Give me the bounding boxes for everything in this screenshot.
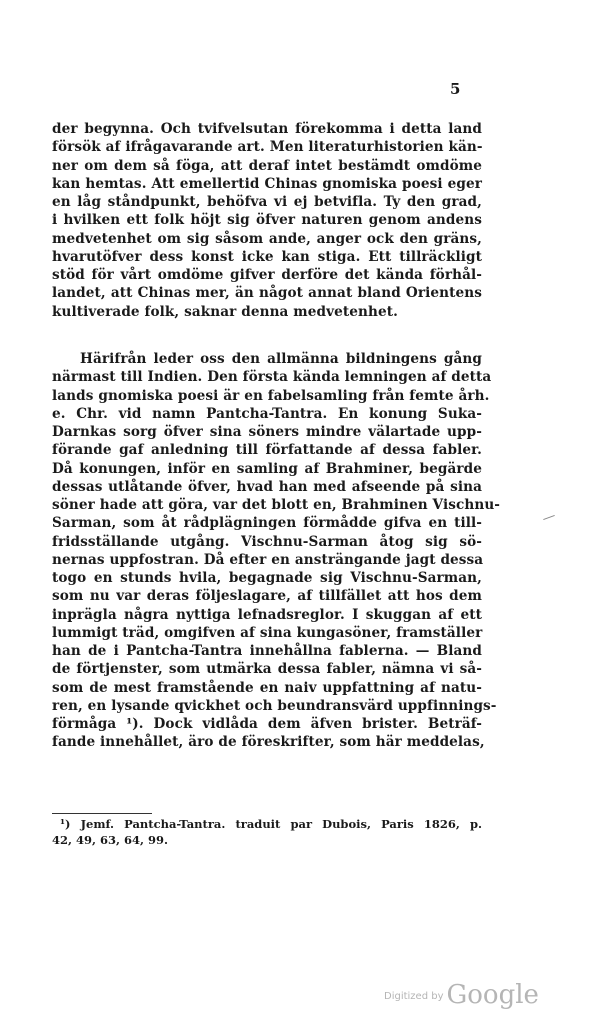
paragraph1-line: der begynna. Och tvifvelsutan förekomma i detta land <box>52 121 482 137</box>
footnote-line: 42, 49, 63, 64, 99. <box>52 833 169 847</box>
footnote-rule <box>52 813 152 814</box>
margin-mark <box>543 515 555 520</box>
paragraph2-line: Härifrån leder oss den allmänna bildningens gång <box>80 351 482 367</box>
paragraph2-line: ren, en lysande qvickhet och beundransvärd uppfinnings- <box>52 697 497 714</box>
paragraph2-line: Darnkas sorg öfver sina söners mindre välartade upp- <box>52 424 482 440</box>
paragraph1-line: kultiverade folk, saknar denna medvetenhet. <box>52 303 398 320</box>
paragraph1-line: kan hemtas. Att emellertid Chinas gnomiska poesi eger <box>52 175 482 192</box>
paragraph-1 <box>52 120 482 321</box>
footnote <box>52 816 482 848</box>
paragraph1-line: stöd för vårt omdöme gifver derföre det kända förhål- <box>52 267 482 283</box>
paragraph2-line: Då konungen, inför en samling af Brahminer, begärde <box>52 460 482 477</box>
paragraph2-line: som nu var deras följeslagare, af tillfället att hos dem <box>52 588 482 605</box>
paragraph2-line: söner hade att göra, var det blott en, Brahminen Vischnu- <box>52 497 501 513</box>
paragraph2-line: dessas utlåtande öfver, hvad han med afseende på sina <box>52 478 482 495</box>
paragraph1-line: försök af ifrågavarande art. Men literaturhistorien kän- <box>52 139 483 156</box>
paragraph2-line: Sarman, som åt rådplägningen förmådde gifva en till- <box>52 515 482 532</box>
paragraph2-line: han de i Pantcha-Tantra innehållna fablerna. — Bland <box>52 643 482 659</box>
paragraph2-line: togo en stunds hvila, begagnade sig Vischnu-Sarman, <box>52 570 482 586</box>
paragraph1-line: medvetenhet om sig såsom ande, anger ock den gräns, <box>52 230 482 247</box>
paragraph2-line: fridsställande utgång. Vischnu-Sarman åtog sig sö- <box>52 533 482 550</box>
page-number: 5 <box>450 80 461 98</box>
watermark-brand: Google <box>446 980 539 1010</box>
paragraph1-line: landet, att Chinas mer, än något annat bland Orientens <box>52 285 482 302</box>
paragraph2-line: nernas uppfostran. Då efter en ansträngande jagt dessa <box>52 551 484 568</box>
paragraph2-line: som de mest framstående en naiv uppfattning af natu- <box>52 679 482 696</box>
paragraph2-line: e. Chr. vid namn Pantcha-Tantra. En konung Suka- <box>52 405 482 422</box>
paragraph2-line: förande gaf anledning till författande af dessa fabler. <box>52 442 482 459</box>
paragraph1-line: hvarutöfver dess konst icke kan stiga. Ett tillräckligt <box>52 248 482 265</box>
google-watermark <box>384 980 539 1010</box>
paragraph-2 <box>52 350 501 752</box>
paragraph2-line: de förtjenster, som utmärka dessa fabler, nämna vi så- <box>52 661 482 678</box>
paragraph2-line: fande innehållet, äro de föreskrifter, som här meddelas, <box>52 734 485 751</box>
paragraph2-line: inprägla några nyttiga lefnadsreglor. I skuggan af ett <box>52 606 482 623</box>
paragraph1-line: en låg ståndpunkt, behöfva vi ej betvifla. Ty den grad, <box>52 194 482 210</box>
paragraph1-line: ner om dem så föga, att deraf intet bestämdt omdöme <box>52 157 482 174</box>
paragraph2-line: förmåga ¹). Dock vidlåda dem äfven brister. Beträf- <box>52 716 482 732</box>
paragraph1-line: i hvilken ett folk höjt sig öfver naturen genom andens <box>52 212 482 229</box>
paragraph2-line: lummigt träd, omgifven af sina kungasöner, framställer <box>52 624 483 641</box>
paragraph2-line: lands gnomiska poesi är en fabelsamling från femte årh. <box>52 387 490 404</box>
footnote-line: ¹) Jemf. Pantcha-Tantra. traduit par Dubois, Paris 1826, p. <box>60 817 482 831</box>
watermark-prefix: Digitized by <box>384 991 444 1002</box>
paragraph2-line: närmast till Indien. Den första kända lemningen af detta <box>52 369 492 386</box>
